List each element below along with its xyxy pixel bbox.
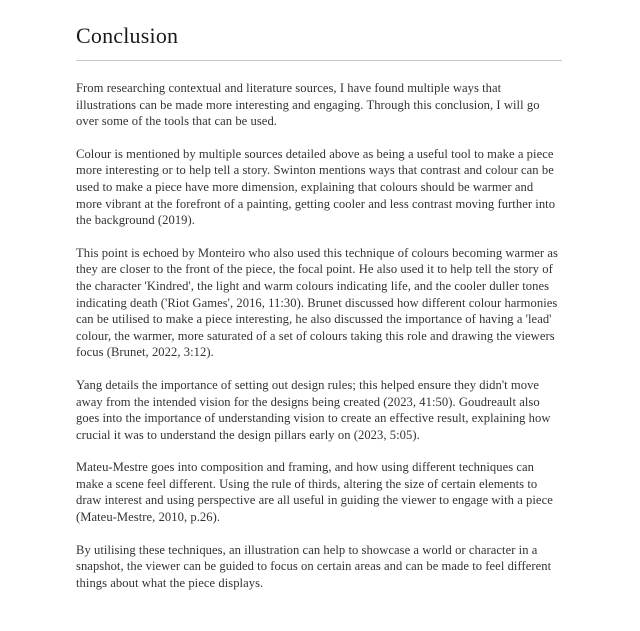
paragraph-intro[interactable]: From researching contextual and literature sources, I have found multiple ways that illustrations can be made more interesting and engaging. Through this conclusion, I will go over some of the tools that can be used. — [76, 81, 540, 129]
section-heading: Conclusion — [76, 23, 179, 48]
document-page — [76, 22, 562, 607]
heading-divider — [76, 60, 562, 61]
paragraph-monteiro-text[interactable]: This point is echoed by Monteiro who also used this technique of colours becoming warmer as they are closer to the front of the piece, the focal point. He also used it to help tell the story of the character 'Kindred', the light and warm colours indicating life, and the cooler duller tones indicating death ('Riot Games', 2016, 11:30). Brunet discussed how different colour harmonies can be utilised to make a piece interesting, he also discussed the importance of having a 'lead' colour, the warmer, more saturated of a set of colours taking this role and drawing the viewers focus (Brunet, 2022, 3:12). — [76, 245, 558, 360]
paragraph-monteiro[interactable] — [76, 245, 562, 361]
paragraph-design-rules[interactable]: Yang details the importance of setting out design rules; this helped ensure they didn't move away from the intended vision for the designs being created (2023, 41:50). Goudreault also goes into the importance of understanding vision to create an effective result, explaining how crucial it was to understand the design pillars early on (2023, 5:05). — [76, 377, 551, 442]
document-body[interactable] — [76, 80, 562, 591]
paragraph-composition[interactable]: Mateu-Mestre goes into composition and framing, and how using different techniques can make a scene feel different. Using the rule of thirds, altering the size of certain elements to draw interest and using perspective are all useful in guiding the viewer to engage with a piece (Mateu-Mestre, 2010, p.26). — [76, 460, 553, 525]
paragraph-closing[interactable]: By utilising these techniques, an illustration can help to showcase a world or character in a snapshot, the viewer can be guided to focus on certain areas and can be made to feel different things about what the piece displays. — [76, 542, 552, 590]
paragraph-colour[interactable]: Colour is mentioned by multiple sources detailed above as being a useful tool to make a piece more interesting or to help tell a story. Swinton mentions ways that contrast and colour can be used to make a piece have more dimension, explaining that colours should be warmer and more vibrant at the forefront of a painting, getting cooler and less contrast moving further into the background (2019). — [76, 146, 556, 228]
